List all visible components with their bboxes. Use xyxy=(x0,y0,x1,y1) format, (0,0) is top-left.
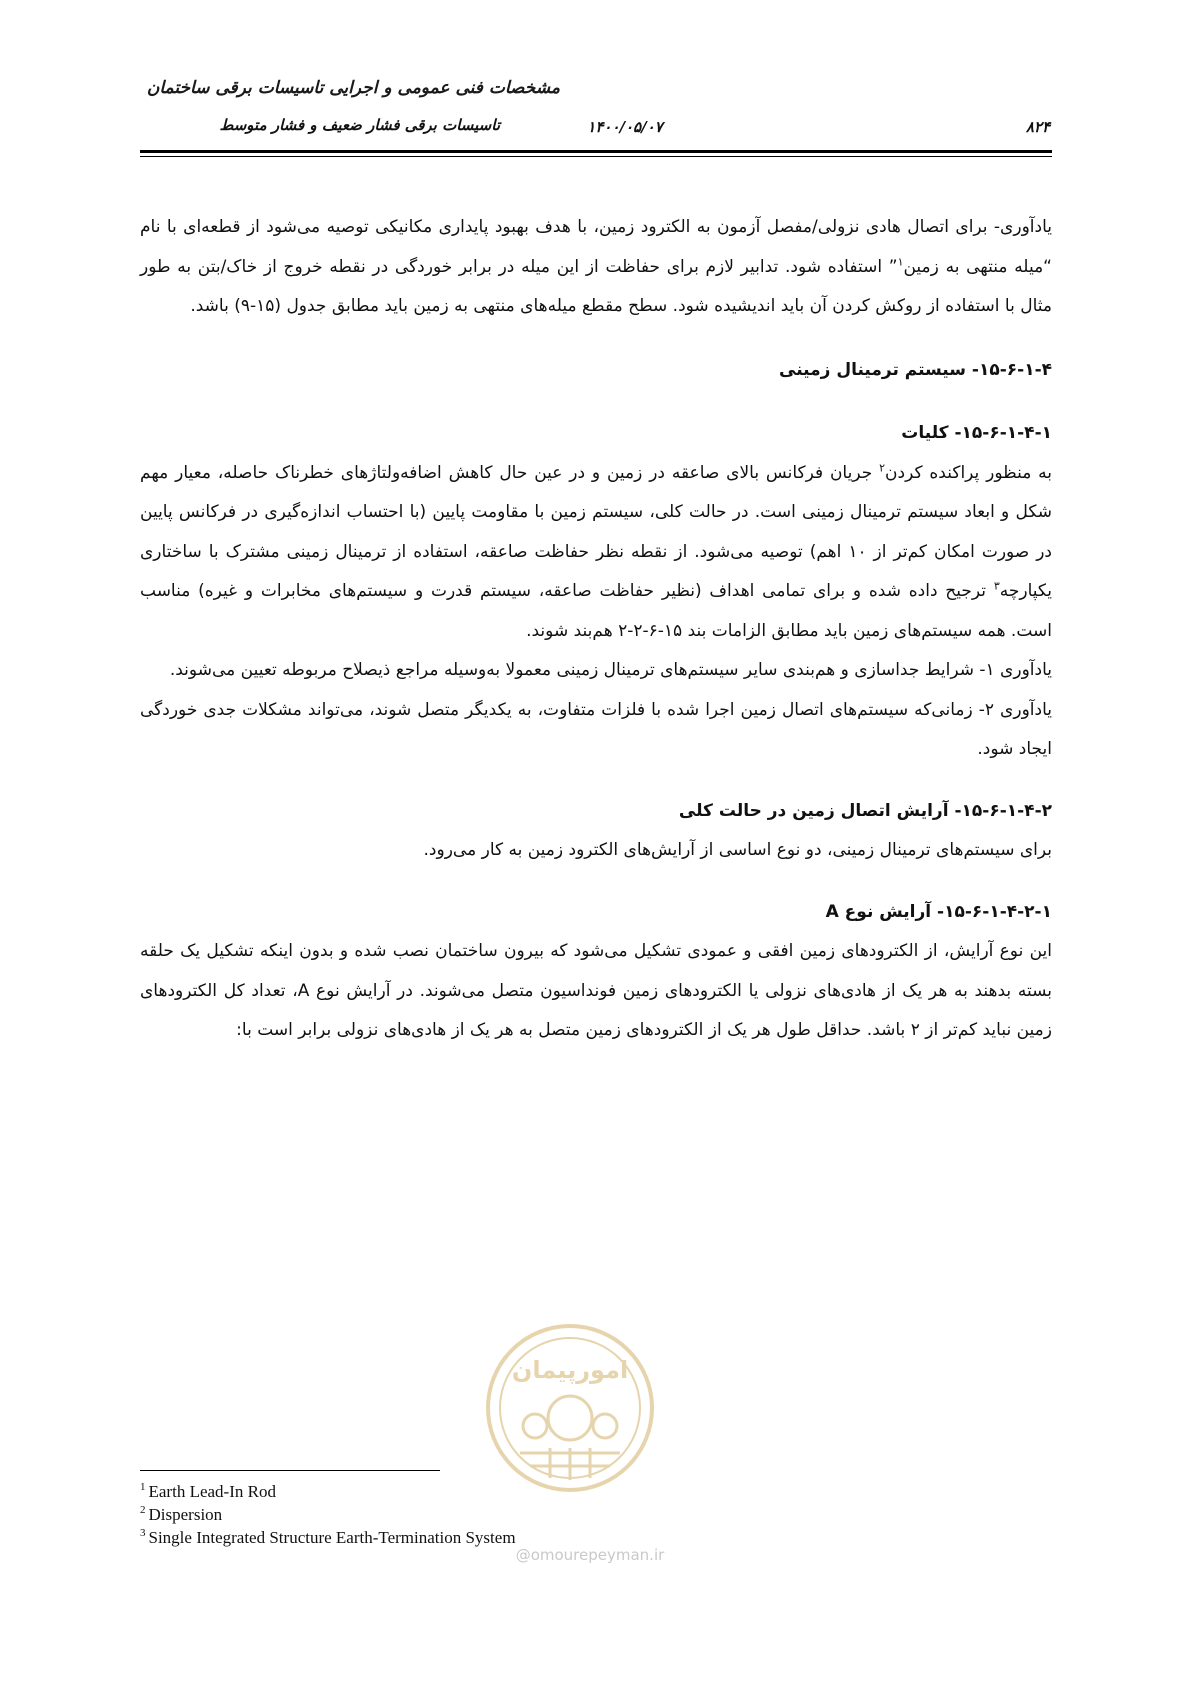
watermark-seal-icon xyxy=(480,1318,660,1498)
footnote-ref-3: ۳ xyxy=(993,579,1000,593)
footnote-rule xyxy=(140,1470,440,1471)
footnote-2: $^2$ Dispersion xyxy=(140,1504,223,1524)
note-earth-rod: یادآوری- برای اتصال هادی نزولی/مفصل آزمون به الکترود زمین، با هدف بهبود پایداری مکانیکی توصیه می‌شود از قطعه‌ای با نام “میله منتهی به زمین$^۱$” استفاده شود. تدابیر لازم برای حفاظت از این میله در برابر خوردگی در نقطه خروج از خاک/بتن به طور مثال با استفاده از روکش کردن آن باید اندیشیده شود. سطح مقطع میله‌های منتهی به زمین باید مطابق جدول (۱۵-۹) باشد. xyxy=(140,217,1052,316)
heading-earth-termination-system: ۱۵-۶-۱-۴- سیستم ترمینال زمینی xyxy=(779,359,1052,380)
footnotes xyxy=(140,1480,740,1549)
heading-type-a: ۱۵-۶-۱-۴-۲-۱- آرایش نوع A xyxy=(825,901,1052,922)
note-1: یادآوری ۱- شرایط جداسازی و هم‌بندی سایر سیستم‌های ترمینال زمینی معمولا به‌وسیله مراجع ذیصلاح مربوطه تعیین می‌شوند. xyxy=(169,660,1052,680)
watermark-seal-text: امورپیمان xyxy=(511,1356,629,1384)
paragraph-arrangement: برای سیستم‌های ترمینال زمینی، دو نوع اساسی از آرایش‌های الکترود زمین به کار می‌رود. xyxy=(423,840,1052,860)
heading-arrangement: ۱۵-۶-۱-۴-۲- آرایش اتصال زمین در حالت کلی xyxy=(678,800,1052,821)
note-2: یادآوری ۲- زمانی‌که سیستم‌های اتصال زمین اجرا شده با فلزات متفاوت، به یکدیگر متصل شوند، می‌تواند مشکلات جدی خوردگی ایجاد شود. xyxy=(140,699,1052,759)
paragraph-general: به منظور پراکنده کردن$^۲$ جریان فرکانس بالای صاعقه در زمین و در عین حال کاهش اضافه‌ولتاژهای خطرناک حاصله، معیار مهم شکل و ابعاد سیستم ترمینال زمینی است. در حالت کلی، سیستم زمین با مقاومت پایین (با احتساب اندازه‌گیری در فرکانس پایین در صورت امکان کم‌تر از ۱۰ اهم) توصیه می‌شود. از نقطه نظر حفاظت صاعقه، استفاده از ترمینال زمینی مشترک با ساختاری یکپارچه$^۳$ ترجیح داده شده و برای تمامی اهداف (نظیر حفاظت صاعقه، سیستم قدرت و سیستم‌های مخابرات و غیره) مناسب است. همه سیستم‌های زمین باید مطابق الزامات بند ۱۵-۶-۲-۲ هم‌بند شوند. xyxy=(140,460,1053,641)
header-title: مشخصات فنی عمومی و اجرایی تاسیسات برقی ساختمان xyxy=(146,78,560,98)
footnote-1: $^1$ Earth Lead-In Rod xyxy=(140,1481,276,1501)
footnote-ref-2: ۲ xyxy=(879,460,886,474)
header-rule-thick xyxy=(140,150,1052,153)
footnote-ref-1: ۱ xyxy=(897,254,904,268)
header-date: ۱۴۰۰/۰۵/۰۷ xyxy=(587,118,663,136)
heading-general: ۱۵-۶-۱-۴-۱- کلیات xyxy=(901,423,1052,443)
header-subtitle: تاسیسات برقی فشار ضعیف و فشار متوسط xyxy=(219,116,500,134)
footnote-3: $^3$ Single Integrated Structure Earth-Termination System xyxy=(140,1527,516,1547)
watermark-url: @omourepeyman.ir xyxy=(515,1546,665,1564)
page-number: ۸۲۴ xyxy=(1025,118,1050,136)
paragraph-type-a: این نوع آرایش، از الکترودهای زمین افقی و عمودی تشکیل می‌شود که بیرون ساختمان نصب شده و بدون اینکه تشکیل یک حلقه بسته بدهند به هر یک از هادی‌های نزولی یا الکترودهای زمین فونداسیون متصل می‌شوند. در آرایش نوع A، تعداد کل الکترودهای زمین نباید کم‌تر از ۲ باشد. حداقل طول هر یک از الکترودهای زمین متصل به هر یک از هادی‌های نزولی برابر است با: xyxy=(140,941,1052,1040)
header-rule-thin xyxy=(140,156,1052,157)
document-body xyxy=(140,208,1052,1051)
